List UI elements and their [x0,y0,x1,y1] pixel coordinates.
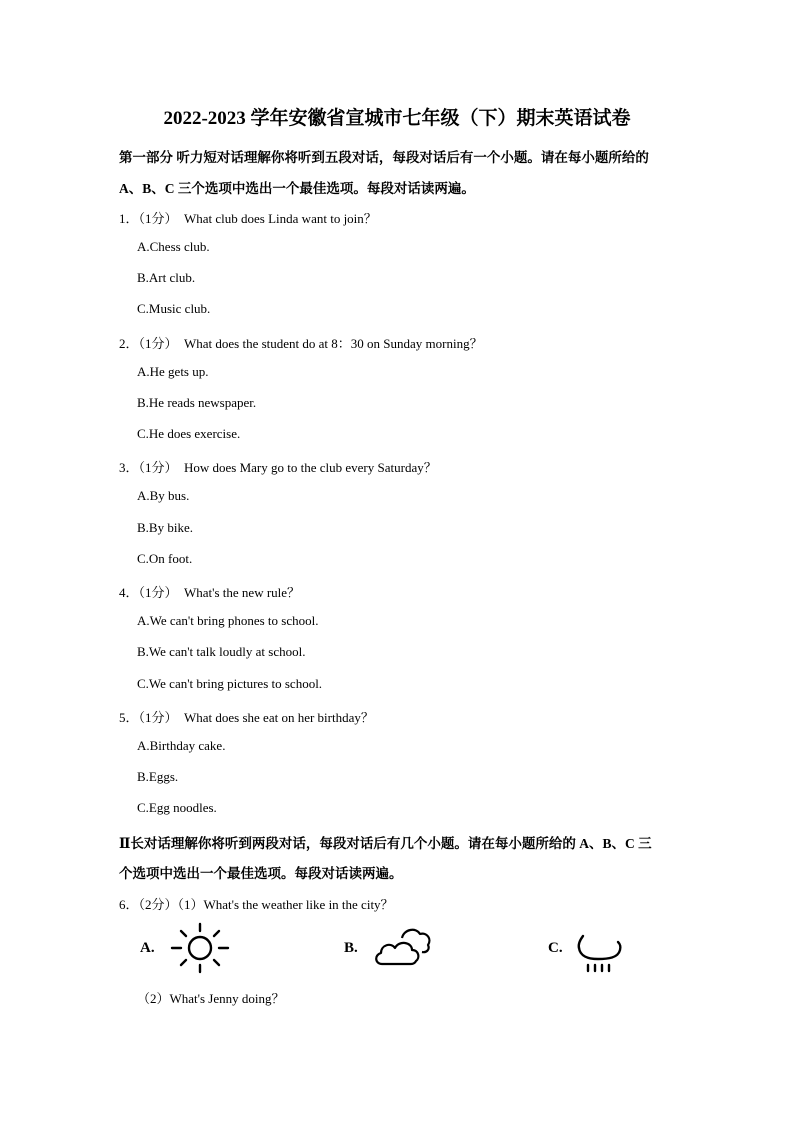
question-4-stem: 4．（1分） What's the new rule？ [119,585,301,600]
part2-instruction-line2: 个选项中选出一个最佳选项。每段对话读两遍。 [119,866,403,881]
question-6-sub2: （2）What's Jenny doing？ [137,991,285,1006]
question-1-option-c: C.Music club. [137,301,211,316]
sun-icon [170,922,232,974]
question-5-stem: 5．（1分） What does she eat on her birthday？ [119,710,374,725]
question-2-option-c: C.He does exercise. [137,426,241,441]
question-1-option-a: A.Chess club. [137,239,210,254]
question-2-option-a: A.He gets up. [137,364,209,379]
question-5-option-c: C.Egg noodles. [137,800,217,815]
question-4-option-b: B.We can't talk loudly at school. [137,644,306,659]
question-1-option-b: B.Art club. [137,270,196,285]
question-2-option-b: B.He reads newspaper. [137,395,257,410]
page-title: 2022-2023 学年安徽省宣城市七年级（下）期末英语试卷 [163,108,631,129]
question-6-stem: 6．（2分）（1）What's the weather like in the city？ [119,897,394,912]
question-3-stem: 3．（1分） How does Mary go to the club every Saturday？ [119,460,437,475]
question-4-option-c: C.We can't bring pictures to school. [137,676,323,691]
question-4-option-a: A.We can't bring phones to school. [137,613,319,628]
picture-option-b-label: B. [344,940,358,956]
question-1-stem: 1．（1分） What club does Linda want to join？ [119,211,377,226]
part2-instruction-line1: Ⅱ长对话理解你将听到两段对话，每段对话后有几个小题。请在每小题所给的 A、B、C 三 [119,836,652,851]
question-3-option-b: B.By bike. [137,520,193,535]
question-3-option-c: C.On foot. [137,551,193,566]
rain-icon [574,932,628,976]
question-5-option-b: B.Eggs. [137,769,179,784]
question-2-stem: 2．（1分） What does the student do at 8：30 on Sunday morning？ [119,336,483,351]
part1-instruction-line1: 第一部分 听力短对话理解你将听到五段对话，每段对话后有一个小题。请在每小题所给的 [119,150,649,165]
part1-instruction-line2: A、B、C 三个选项中选出一个最佳选项。每段对话读两遍。 [119,181,475,196]
question-3-option-a: A.By bus. [137,488,190,503]
picture-option-a-label: A. [140,940,155,956]
question-5-option-a: A.Birthday cake. [137,738,226,753]
picture-option-c-label: C. [548,940,563,956]
cloud-icon [372,924,434,968]
